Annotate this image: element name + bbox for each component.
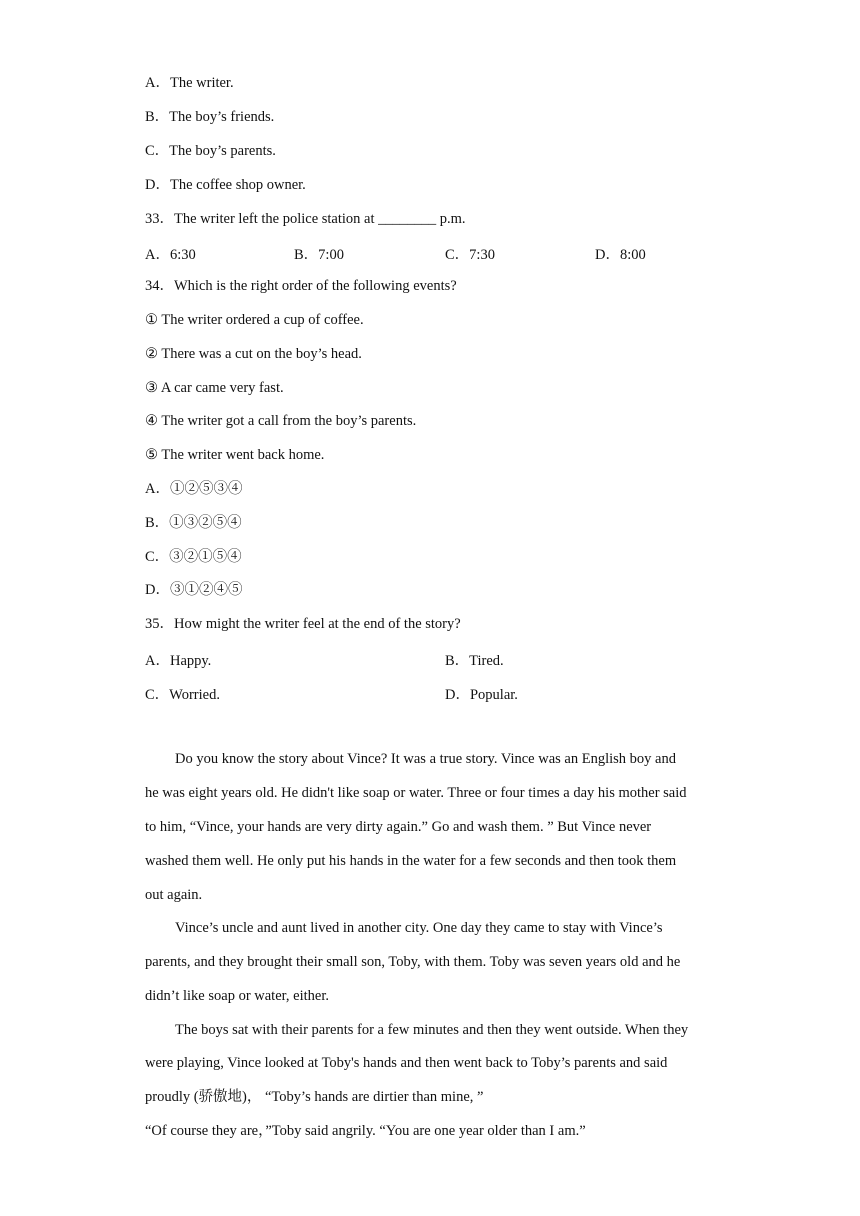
q34-option-b: B．①③②⑤④: [145, 515, 242, 531]
q34-question: 34．Which is the right order of the following events?: [145, 278, 457, 294]
passage-line: proudly (骄傲地)， “Toby’s hands are dirtier than mine, ”: [145, 1089, 484, 1105]
q32-option-d: D．The coffee shop owner.: [145, 177, 306, 193]
passage-line: washed them well. He only put his hands in the water for a few seconds and then took them: [145, 853, 677, 869]
passage-line: didn’t like soap or water, either.: [145, 988, 329, 1004]
passage-line: were playing, Vince looked at Toby's hands and then went back to Toby’s parents and said: [145, 1055, 668, 1071]
q34-event: ② There was a cut on the boy’s head.: [145, 346, 362, 362]
q33-option-c: C．7:30: [445, 247, 495, 263]
q33-option-d: D．8:00: [595, 247, 646, 263]
q35-option-d: D．Popular.: [445, 687, 518, 703]
q33-option-b: B．7:00: [294, 247, 344, 263]
passage-line: out again.: [145, 887, 203, 903]
q35-option-a: A．Happy.: [145, 653, 212, 669]
q32-option-c: C．The boy’s parents.: [145, 143, 276, 159]
q34-option-d: D．③①②④⑤: [145, 582, 243, 598]
q33-question: 33．The writer left the police station at ________ p.m.: [145, 211, 466, 227]
q34-option-c: C．③②①⑤④: [145, 549, 242, 565]
q34-event: ① The writer ordered a cup of coffee.: [145, 312, 364, 328]
q34-event: ③ A car came very fast.: [145, 380, 284, 396]
q34-option-a: A．①②⑤③④: [145, 481, 243, 497]
q32-option-a: A．The writer.: [145, 75, 234, 91]
q35-option-c: C．Worried.: [145, 687, 220, 703]
passage-line: The boys sat with their parents for a few minutes and then they went outside. When they: [175, 1022, 689, 1038]
q34-event: ④ The writer got a call from the boy’s parents.: [145, 413, 417, 429]
passage-line: parents, and they brought their small son, Toby, with them. Toby was seven years old and he: [145, 954, 681, 970]
q35-question: 35．How might the writer feel at the end of the story?: [145, 616, 461, 632]
passage-line: “Of course they are，”Toby said angrily. “You are one year older than I am.”: [145, 1123, 586, 1139]
passage-line: Do you know the story about Vince? It was a true story. Vince was an English boy and: [175, 751, 676, 767]
q35-option-b: B．Tired.: [445, 653, 504, 669]
passage-line: he was eight years old. He didn't like soap or water. Three or four times a day his mother said: [145, 785, 687, 801]
passage-line: Vince’s uncle and aunt lived in another city. One day they came to stay with Vince’s: [175, 920, 663, 936]
q32-option-b: B．The boy’s friends.: [145, 109, 275, 125]
q33-option-a: A．6:30: [145, 247, 196, 263]
passage-line: to him, “Vince, your hands are very dirty again.” Go and wash them. ” But Vince never: [145, 819, 652, 835]
q34-event: ⑤ The writer went back home.: [145, 447, 325, 463]
